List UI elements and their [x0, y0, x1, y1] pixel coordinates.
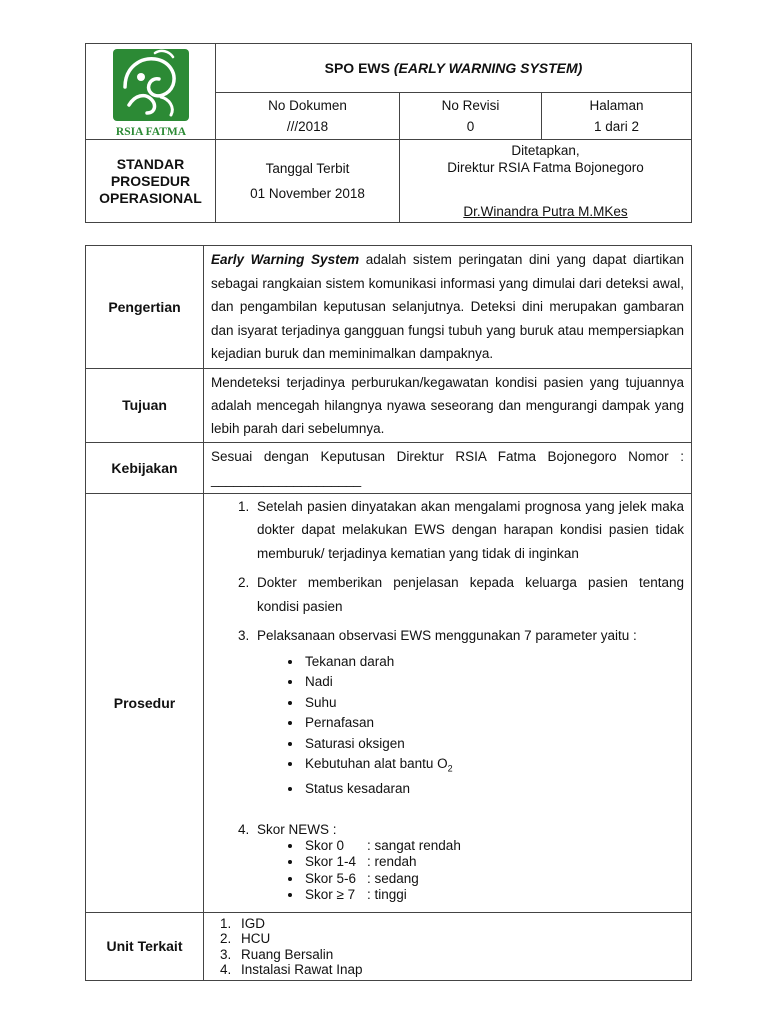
pengertian-label: Pengertian: [86, 246, 204, 369]
standar-prosedur-label: STANDAR PROSEDUR OPERASIONAL: [86, 140, 216, 223]
prosedur-steps: [211, 495, 684, 904]
unit-item: 1. IGD: [235, 916, 684, 932]
signatory-name: Dr.Winandra Putra M.MKes: [463, 204, 628, 219]
prosedur-step: 2. Dokter memberikan penjelasan kepada keluarga pasien tentang kondisi pasien: [253, 571, 684, 618]
kebijakan-label: Kebijakan: [86, 442, 204, 493]
pengertian-lead: Early Warning System: [211, 252, 360, 267]
score-item: • Skor 0 : sangat rendah: [303, 838, 684, 855]
pengertian-content: [204, 246, 692, 369]
unit-item: 3. Ruang Bersalin: [235, 947, 684, 963]
prosedur-step: 4. Skor NEWS : • Skor 0 : sangat rendah • Skor 1-4 : rendah • Skor 5-6 : sedang • Skor ≥ 7 : tinggi: [253, 818, 684, 904]
kebijakan-content: Sesuai dengan Keputusan Direktur RSIA Fatma Bojonegoro Nomor : ____________________: [204, 442, 692, 493]
parameter-item: • Status kesadaran: [303, 779, 684, 800]
document-title: SPO EWS (EARLY WARNING SYSTEM): [216, 44, 692, 93]
no-dokumen-cell: [216, 93, 400, 140]
parameter-item: • Tekanan darah: [303, 652, 684, 673]
halaman-value: 1 dari 2: [593, 119, 640, 134]
halaman-label: Halaman: [589, 98, 644, 113]
pengertian-text: adalah sistem peringatan dini yang dapat diartikan sebagai rangkaian sistem komunikasi informasi yang dimulai dari deteksi awal, dan pengambilan keputusan selanjutnya. Deteksi dini merupakan gambaran dan isyarat terjadinya gangguan fungsi tubuh yang buruk atau mempersiapkan kejadian buruk dan meminimalkan dampaknya.: [211, 252, 684, 361]
score-list: [257, 838, 684, 904]
unit-item: 4. Instalasi Rawat Inap: [235, 962, 684, 978]
parameter-list: [257, 652, 684, 800]
parameter-item: • Suhu: [303, 693, 684, 714]
prosedur-label: Prosedur: [86, 493, 204, 912]
no-dokumen-value: ///2018: [286, 119, 329, 134]
score-item: • Skor 5-6 : sedang: [303, 871, 684, 888]
prosedur-step: 3. Pelaksanaan observasi EWS menggunakan 7 parameter yaitu : • Tekanan darah • Nadi • Suhu • Pernafasan • Saturasi oksigen • Kebutuhan alat bantu $O_2$ • Status kesadaran: [253, 624, 684, 800]
rsia-fatma-logo: [111, 47, 191, 139]
parameter-item: • Kebutuhan alat bantu $O_2$: [303, 754, 684, 779]
logo-text: RSIA FATMA: [115, 125, 186, 138]
score-item: • Skor 1-4 : rendah: [303, 854, 684, 871]
parameter-item: • Pernafasan: [303, 713, 684, 734]
no-dokumen-label: No Dokumen: [268, 98, 347, 113]
unit-terkait-content: [204, 912, 692, 980]
tujuan-label: Tujuan: [86, 368, 204, 442]
unit-terkait-label: Unit Terkait: [86, 912, 204, 980]
prosedur-step: 1. Setelah pasien dinyatakan akan mengalami prognosa yang jelek maka dokter dapat melakukan EWS dengan harapan kondisi pasien tidak memburuk/ terjadinya kematian yang tidak di inginkan: [253, 495, 684, 566]
document-header: [85, 43, 692, 223]
prosedur-content: [204, 493, 692, 912]
no-revisi-label: No Revisi: [441, 98, 500, 113]
ditetapkan-label: Ditetapkan,: [511, 143, 580, 158]
tanggal-terbit-label: Tanggal Terbit: [265, 161, 350, 176]
halaman-cell: [542, 93, 692, 140]
logo-cell: [86, 44, 216, 140]
tujuan-content: Mendeteksi terjadinya perburukan/kegawatan kondisi pasien yang tujuannya adalah mencegah hilangnya nyawa seseorang dan mengurangi dampak yang lebih parah dari sebelumnya.: [204, 368, 692, 442]
document-body: [85, 245, 692, 981]
parameter-item: • Saturasi oksigen: [303, 734, 684, 755]
ditetapkan-cell: [400, 140, 692, 223]
no-revisi-value: 0: [466, 119, 475, 134]
tanggal-terbit-value: 01 November 2018: [250, 186, 365, 201]
parameter-item: • Nadi: [303, 672, 684, 693]
score-item: • Skor ≥ 7 : tinggi: [303, 887, 684, 904]
tanggal-terbit-cell: [216, 140, 400, 223]
unit-item: 2. HCU: [235, 931, 684, 947]
no-revisi-cell: [400, 93, 542, 140]
direktur-label: Direktur RSIA Fatma Bojonegoro: [447, 160, 644, 175]
unit-list: [204, 916, 684, 978]
